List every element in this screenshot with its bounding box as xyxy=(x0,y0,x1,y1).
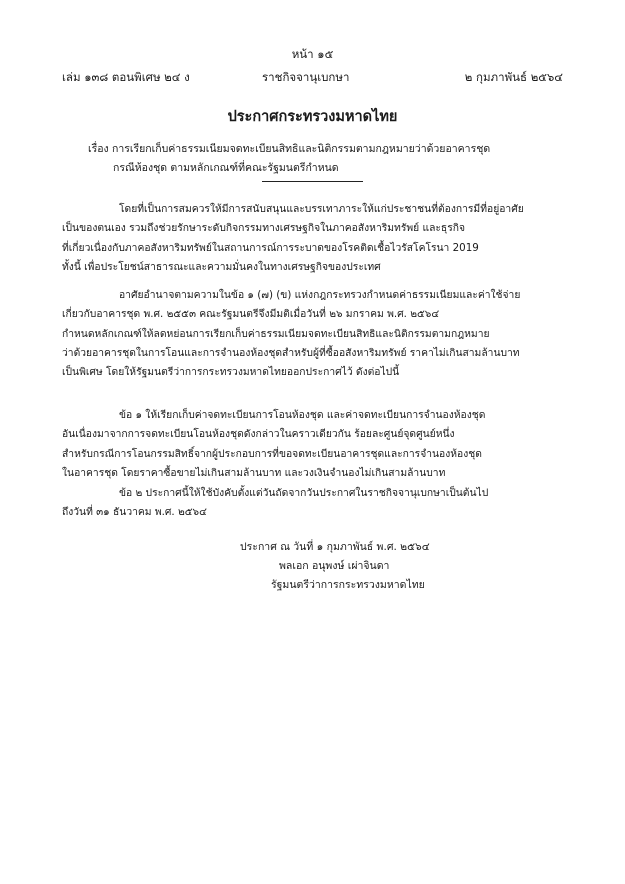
paragraph-line: เกี่ยวกับอาคารชุด พ.ศ. ๒๕๕๓ คณะรัฐมนตรีจึงมีมติเมื่อวันที่ ๒๖ มกราคม พ.ศ. ๒๕๖๔ xyxy=(62,308,440,321)
signature-date: ประกาศ ณ วันที่ ๑ กุมภาพันธ์ พ.ศ. ๒๕๖๔ xyxy=(240,541,430,553)
paragraph-line: ถึงวันที่ ๓๑ ธันวาคม พ.ศ. ๒๕๖๔ xyxy=(62,506,207,519)
signature-block xyxy=(240,538,430,595)
subject-line: กรณีห้องชุด ตามหลักเกณฑ์ที่คณะรัฐมนตรีกำหนด xyxy=(113,162,339,174)
signatory-name: พลเอก อนุพงษ์ เผ่าจินดา xyxy=(279,560,390,572)
announcement-title: ประกาศกระทรวงมหาดไทย xyxy=(227,109,398,125)
paragraph-line: ที่เกี่ยวเนื่องกับภาคอสังหาริมทรัพย์ในสถานการณ์การระบาดของโรคติดเชื้อไวรัสโคโรนา 2019 xyxy=(62,241,479,254)
paragraph-line: โดยที่เป็นการสมควรให้มีการสนับสนุนและบรรเทาภาระให้แก่ประชาชนที่ต้องการมีที่อยู่อาศัย xyxy=(119,203,524,215)
paragraph-line: ในอาคารชุด โดยราคาซื้อขายไม่เกินสามล้านบาท และวงเงินจำนองไม่เกินสามล้านบาท xyxy=(62,466,446,479)
header-gazette-name: ราชกิจจานุเบกษา xyxy=(262,70,350,84)
signatory-position: รัฐมนตรีว่าการกระทรวงมหาดไทย xyxy=(271,579,425,591)
paragraph-line: กำหนดหลักเกณฑ์ให้ลดหย่อนการเรียกเก็บค่าธรรมเนียมจดทะเบียนสิทธิและนิติกรรมตามกฎหมาย xyxy=(62,327,490,340)
paragraph-line: ว่าด้วยอาคารชุดในการโอนและการจำนองห้องชุดสำหรับผู้ที่ซื้ออสังหาริมทรัพย์ ราคาไม่เกินสามล้านบาท xyxy=(62,346,520,359)
paragraph-line: อันเนื่องมาจากการจดทะเบียนโอนห้องชุดดังกล่าวในคราวเดียวกัน ร้อยละศูนย์จุดศูนย์หนึ่ง xyxy=(62,428,455,441)
announcement-subject xyxy=(88,140,490,178)
title-divider xyxy=(262,181,363,182)
paragraph-line: ทั้งนี้ เพื่อประโยชน์สาธารณะและความมั่นคงในทางเศรษฐกิจของประเทศ xyxy=(62,260,381,273)
paragraph-line: ข้อ ๑ ให้เรียกเก็บค่าจดทะเบียนการโอนห้องชุด และค่าจดทะเบียนการจำนองห้องชุด xyxy=(119,409,486,421)
paragraph-line: เป็นพิเศษ โดยให้รัฐมนตรีว่าการกระทรวงมหาดไทยออกประกาศไว้ ดังต่อไปนี้ xyxy=(62,366,400,379)
paragraph-line: อาศัยอำนาจตามความในข้อ ๑ (๗) (ข) แห่งกฎกระทรวงกำหนดค่าธรรมเนียมและค่าใช้จ่าย xyxy=(119,289,521,301)
header-volume: เล่ม ๑๓๘ ตอนพิเศษ ๒๔ ง xyxy=(62,70,190,84)
paragraph-line: เป็นของตนเอง รวมถึงช่วยรักษาระดับกิจกรรมทางเศรษฐกิจในภาคอสังหาริมทรัพย์ และธุรกิจ xyxy=(62,222,466,235)
paragraph-authority xyxy=(62,286,565,382)
header-date: ๒ กุมภาพันธ์ ๒๕๖๔ xyxy=(464,70,563,84)
subject-line: เรื่อง การเรียกเก็บค่าธรรมเนียมจดทะเบียนสิทธิและนิติกรรมตามกฎหมายว่าด้วยอาคารชุด xyxy=(88,143,491,155)
page-number: หน้า ๑๕ xyxy=(291,47,334,61)
paragraph-line: ข้อ ๒ ประกาศนี้ให้ใช้บังคับตั้งแต่วันถัดจากวันประกาศในราชกิจจานุเบกษาเป็นต้นไป xyxy=(119,487,489,499)
paragraph-clause-2 xyxy=(62,484,565,523)
paragraph-line: สำหรับกรณีการโอนกรรมสิทธิ์จากผู้ประกอบการที่ขอจดทะเบียนอาคารชุดและการจำนองห้องชุด xyxy=(62,447,482,460)
paragraph-preamble xyxy=(62,200,565,277)
paragraph-clause-1 xyxy=(62,406,565,483)
